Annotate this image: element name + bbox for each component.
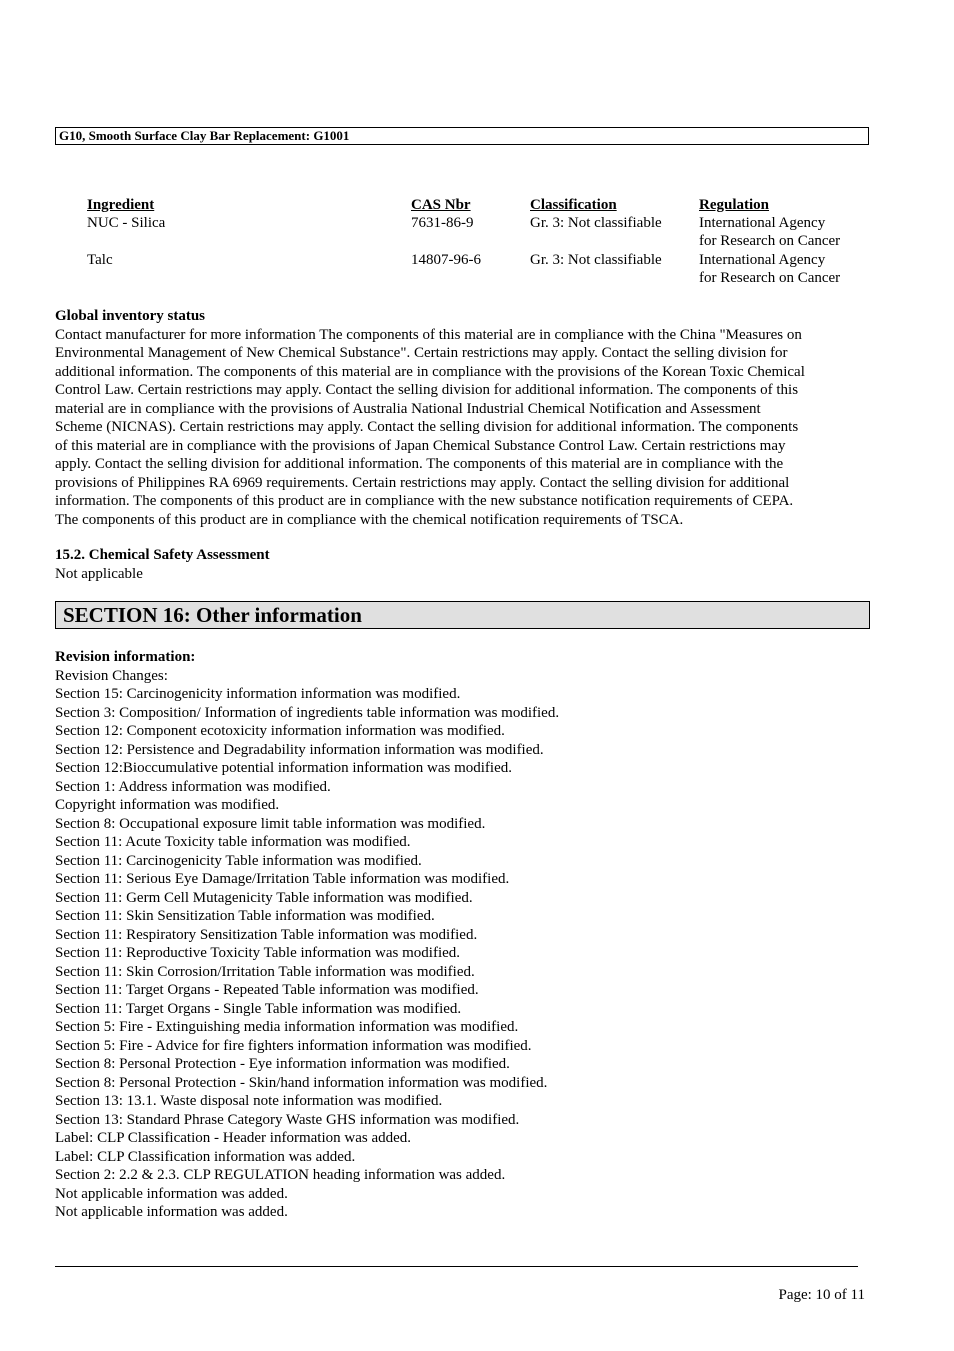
paragraph-line: The components of this product are in compliance with the chemical notification requirements of TSCA. — [55, 511, 684, 528]
revision-change-item: Copyright information was modified. — [55, 797, 280, 813]
revision-change-item: Section 5: Fire - Extinguishing media information information was modified. — [55, 1019, 519, 1035]
revision-change-item: Section 11: Germ Cell Mutagenicity Table information was modified. — [55, 889, 473, 906]
revision-change-item: Section 8: Personal Protection - Eye information information was modified. — [55, 1056, 510, 1072]
revision-change-item: Section 11: Skin Sensitization Table information was modified. — [55, 908, 435, 924]
paragraph-line: of this material are in compliance with the provisions of Japan Chemical Substance Control Law. Certain restrictions may — [55, 437, 786, 454]
paragraph-line: additional information. The components of this material are in compliance with the provisions of the Korean Toxic Chemical — [55, 363, 805, 380]
revision-change-item: Section 11: Reproductive Toxicity Table information was modified. — [55, 945, 461, 961]
product-title: G10, Smooth Surface Clay Bar Replacement: G1001 — [59, 128, 350, 143]
revision-change-item: Section 13: 13.1. Waste disposal note information was modified. — [55, 1093, 443, 1109]
table-cell-regulation: for Research on Cancer — [699, 270, 841, 286]
revision-change-item: Section 8: Personal Protection - Skin/hand information information was modified. — [55, 1074, 548, 1091]
chemical-safety-heading: 15.2. Chemical Safety Assessment — [55, 547, 270, 563]
chemical-safety-text: Not applicable — [55, 565, 143, 582]
paragraph-line: apply. Contact the selling division for additional information. The components of this material are in compliance with the — [55, 456, 784, 472]
table-cell-ingredient: Talc — [87, 252, 113, 268]
revision-change-item: Section 12: Component ecotoxicity information information was modified. — [55, 723, 505, 739]
paragraph-line: Control Law. Certain restrictions may apply. Contact the selling division for additional information. The components of this — [55, 382, 799, 398]
global-inventory-heading: Global inventory status — [55, 308, 206, 324]
table-cell-classification: Gr. 3: Not classifiable — [530, 252, 662, 268]
column-header-cas: CAS Nbr — [411, 197, 471, 213]
revision-change-item: Section 11: Carcinogenicity Table information was modified. — [55, 852, 422, 869]
revision-change-item: Section 11: Serious Eye Damage/Irritation Table information was modified. — [55, 871, 510, 887]
paragraph-line: material are in compliance with the provisions of Australia National Industrial Chemical Notification and Assessment — [55, 400, 761, 417]
section-16-title: SECTION 16: Other information — [63, 603, 362, 627]
page-number: Page: 10 of 11 — [778, 1287, 865, 1303]
revision-change-item: Not applicable information was added. — [55, 1185, 288, 1202]
global-inventory-section — [55, 307, 867, 529]
table-cell-regulation: for Research on Cancer — [699, 233, 841, 249]
table-cell-regulation: International Agency — [699, 215, 826, 231]
paragraph-line: Contact manufacturer for more information The components of this material are in compliance with the China "Measures on — [55, 326, 802, 343]
revision-change-item: Section 11: Target Organs - Single Table information was modified. — [55, 1000, 462, 1017]
product-header — [55, 127, 869, 145]
revision-change-item: Section 15: Carcinogenicity information information was modified. — [55, 686, 461, 702]
paragraph-line: provisions of Philippines RA 6969 requirements. Certain restrictions may apply. Contact the selling division for additional — [55, 474, 790, 491]
revision-change-item: Section 2: 2.2 & 2.3. CLP REGULATION heading information was added. — [55, 1167, 506, 1183]
revision-change-item: Not applicable information was added. — [55, 1204, 288, 1220]
table-cell-ingredient: NUC - Silica — [87, 215, 166, 231]
revision-change-item: Section 11: Skin Corrosion/Irritation Table information was modified. — [55, 963, 475, 980]
table-cell-cas: 7631-86-9 — [411, 215, 474, 231]
revision-change-item: Section 1: Address information was modified. — [55, 778, 331, 795]
revision-change-item: Section 12: Persistence and Degradability information information was modified. — [55, 741, 544, 758]
column-header-classification: Classification — [530, 197, 617, 213]
revision-change-item: Section 8: Occupational exposure limit table information was modified. — [55, 815, 486, 832]
chemical-safety-section — [55, 546, 867, 583]
revision-change-item: Section 11: Target Organs - Repeated Table information was modified. — [55, 982, 479, 998]
global-inventory-text — [55, 326, 867, 530]
revision-change-item: Label: CLP Classification information was added. — [55, 1148, 356, 1165]
section-16-header — [55, 601, 870, 629]
column-header-ingredient: Ingredient — [87, 197, 155, 213]
table-cell-cas: 14807-96-6 — [411, 252, 481, 268]
revision-change-item: Section 13: Standard Phrase Category Waste GHS information was modified. — [55, 1111, 520, 1128]
revision-change-item: Section 3: Composition/ Information of ingredients table information was modified. — [55, 704, 560, 721]
column-header-regulation: Regulation — [699, 197, 770, 213]
revision-changes-label: Revision Changes: — [55, 667, 168, 684]
revision-change-item: Section 11: Acute Toxicity table information was modified. — [55, 834, 411, 850]
revision-heading: Revision information: — [55, 649, 196, 665]
revision-change-item: Section 11: Respiratory Sensitization Table information was modified. — [55, 926, 478, 943]
revision-section — [55, 648, 867, 1222]
table-cell-classification: Gr. 3: Not classifiable — [530, 215, 662, 231]
table-cell-regulation: International Agency — [699, 252, 826, 268]
paragraph-line: Scheme (NICNAS). Certain restrictions may apply. Contact the selling division for additional information. The components — [55, 419, 799, 435]
revision-change-item: Section 5: Fire - Advice for fire fighters information information was modified. — [55, 1037, 532, 1054]
footer-divider — [55, 1266, 858, 1267]
revision-change-item: Section 12:Bioccumulative potential information information was modified. — [55, 760, 512, 776]
paragraph-line: information. The components of this product are in compliance with the new substance notification requirements of CEPA. — [55, 493, 794, 509]
paragraph-line: Environmental Management of New Chemical Substance". Certain restrictions may apply. Contact the selling division for — [55, 345, 788, 361]
revision-change-item: Label: CLP Classification - Header information was added. — [55, 1130, 412, 1146]
